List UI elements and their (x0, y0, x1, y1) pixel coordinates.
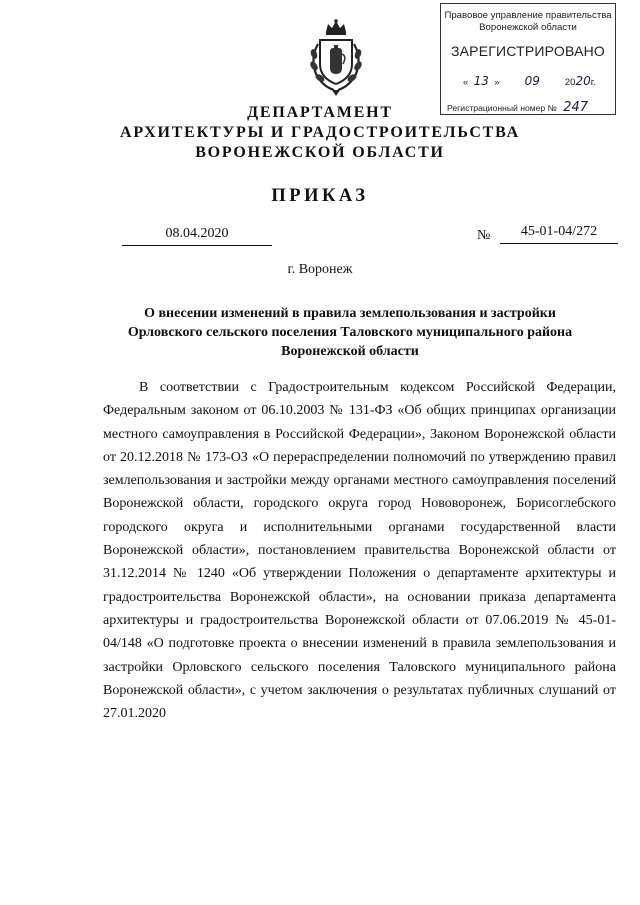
stamp-org-line1: Правовое управление правительства (444, 10, 612, 21)
order-number: 45-01-04/272 (500, 224, 618, 244)
stamp-year-suffix: г. (590, 77, 596, 88)
dept-line1: ДЕПАРТАМЕНТ (247, 104, 393, 121)
stamp-date: « 13 » 09 2020г. (463, 74, 596, 88)
coat-of-arms-emblem (306, 18, 366, 98)
stamp-organization (441, 10, 615, 34)
order-subject (70, 304, 630, 361)
order-number-label: № (477, 228, 491, 243)
stamp-day: 13 (473, 74, 489, 88)
registration-stamp (440, 3, 616, 115)
stamp-year: 20 (575, 74, 591, 88)
dept-line3: ВОРОНЕЖСКОЙ ОБЛАСТИ (195, 144, 445, 161)
subject-line3: Воронежской области (281, 344, 419, 359)
document-type-title: ПРИКАЗ (271, 186, 369, 206)
body-paragraph: В соответствии с Градостроительным кодексом Российской Федерации, Федеральным законом от 06.10.2003 № 131-ФЗ «Об общих принципах организации местного самоуправления в Российской Федерации», Законом Воронежской области от 20.12.2018 № 173-ОЗ «О перераспределении полномочий по утверждению правил землепользования и застройки между органами местного самоуправления поселений Воронежской области, городского округа город Нововоронеж, Борисоглебского городского округа и исполнительными органами государственной власти Воронежской области», постановлением правительства Воронежской области от 31.12.2014 № 1240 «Об утверждении Положения о департаменте архитектуры и градостроительства Воронежской области», на основании приказа департамента архитектуры и градостроительства Воронежской области от 07.06.2019 № 45-01-04/148 «О подготовке проекта о внесении изменений в правила землепользования и застройки Орловского сельского поселения Таловского муниципального района Воронежской области», с учетом заключения о результатах публичных слушаний от 27.01.2020 (103, 380, 616, 722)
department-name (0, 103, 640, 163)
stamp-year-prefix: 20 (564, 77, 576, 88)
subject-line1: О внесении изменений в правила землепользования и застройки (144, 306, 556, 321)
subject-line2: Орловского сельского поселения Таловского муниципального района (127, 325, 573, 340)
stamp-regnum-label: Регистрационный номер № (447, 103, 557, 113)
stamp-month: 09 (524, 74, 540, 88)
stamp-status: ЗАРЕГИСТРИРОВАНО (450, 43, 606, 59)
stamp-regnum-value: 247 (563, 100, 589, 115)
dept-line2: АРХИТЕКТУРЫ И ГРАДОСТРОИТЕЛЬСТВА (120, 124, 520, 141)
city-name: г. Воронеж (287, 262, 353, 277)
stamp-org-line2: Воронежской области (479, 22, 577, 33)
order-date: 08.04.2020 (122, 226, 272, 246)
